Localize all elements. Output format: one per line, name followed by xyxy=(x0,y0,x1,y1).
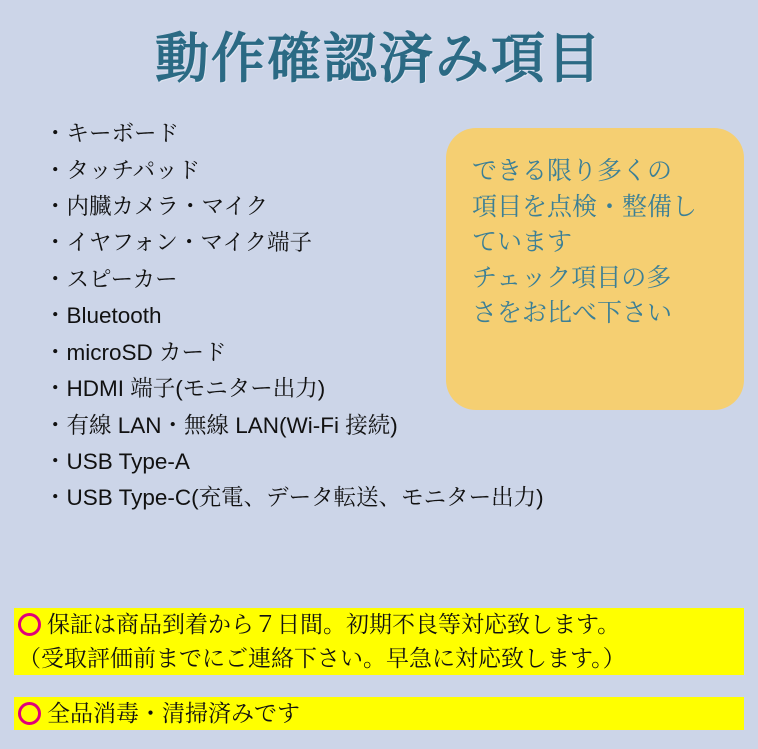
callout-line: ています xyxy=(472,228,573,257)
callout-line: 項目を点検・整備し xyxy=(472,192,698,221)
list-item: ・HDMI 端子(モニター出力) xyxy=(44,376,326,402)
list-item: ・スピーカー xyxy=(44,266,178,292)
list-item: ・イヤフォン・マイク端子 xyxy=(44,230,312,256)
list-item: ・キーボード xyxy=(44,121,180,147)
callout-line: さをお比べ下さい xyxy=(472,299,673,328)
notice-text: 保証は商品到着から７日間。初期不良等対応致します。 xyxy=(47,611,621,637)
page-title: 動作確認済み項目 xyxy=(155,29,603,89)
notices-area xyxy=(0,608,758,730)
list-item: ・内臓カメラ・マイク xyxy=(44,193,269,219)
notice-text: 全品消毒・清掃済みです xyxy=(47,700,300,727)
list-item: ・タッチパッド xyxy=(44,157,201,183)
callout-line: チェック項目の多 xyxy=(472,263,672,292)
callout-box xyxy=(446,128,744,410)
list-item: ・Bluetooth xyxy=(44,303,162,329)
notice-warranty xyxy=(14,608,744,675)
list-item: ・USB Type-A xyxy=(44,449,190,475)
callout-line: できる限り多くの xyxy=(472,157,673,186)
circle-icon xyxy=(18,702,41,725)
notice-line xyxy=(14,697,744,730)
notice-line xyxy=(14,608,744,641)
list-item: ・microSD カード xyxy=(44,339,227,365)
notice-sanitized xyxy=(14,697,744,730)
list-item: ・有線 LAN・無線 LAN(Wi-Fi 接続) xyxy=(44,412,398,438)
notice-text: （受取評価前までにご連絡下さい。早急に対応致します。） xyxy=(14,641,744,676)
notice-spacer xyxy=(0,675,758,697)
circle-icon xyxy=(18,613,41,636)
list-item: ・USB Type-C(充電、データ転送、モニター出力) xyxy=(44,485,544,511)
